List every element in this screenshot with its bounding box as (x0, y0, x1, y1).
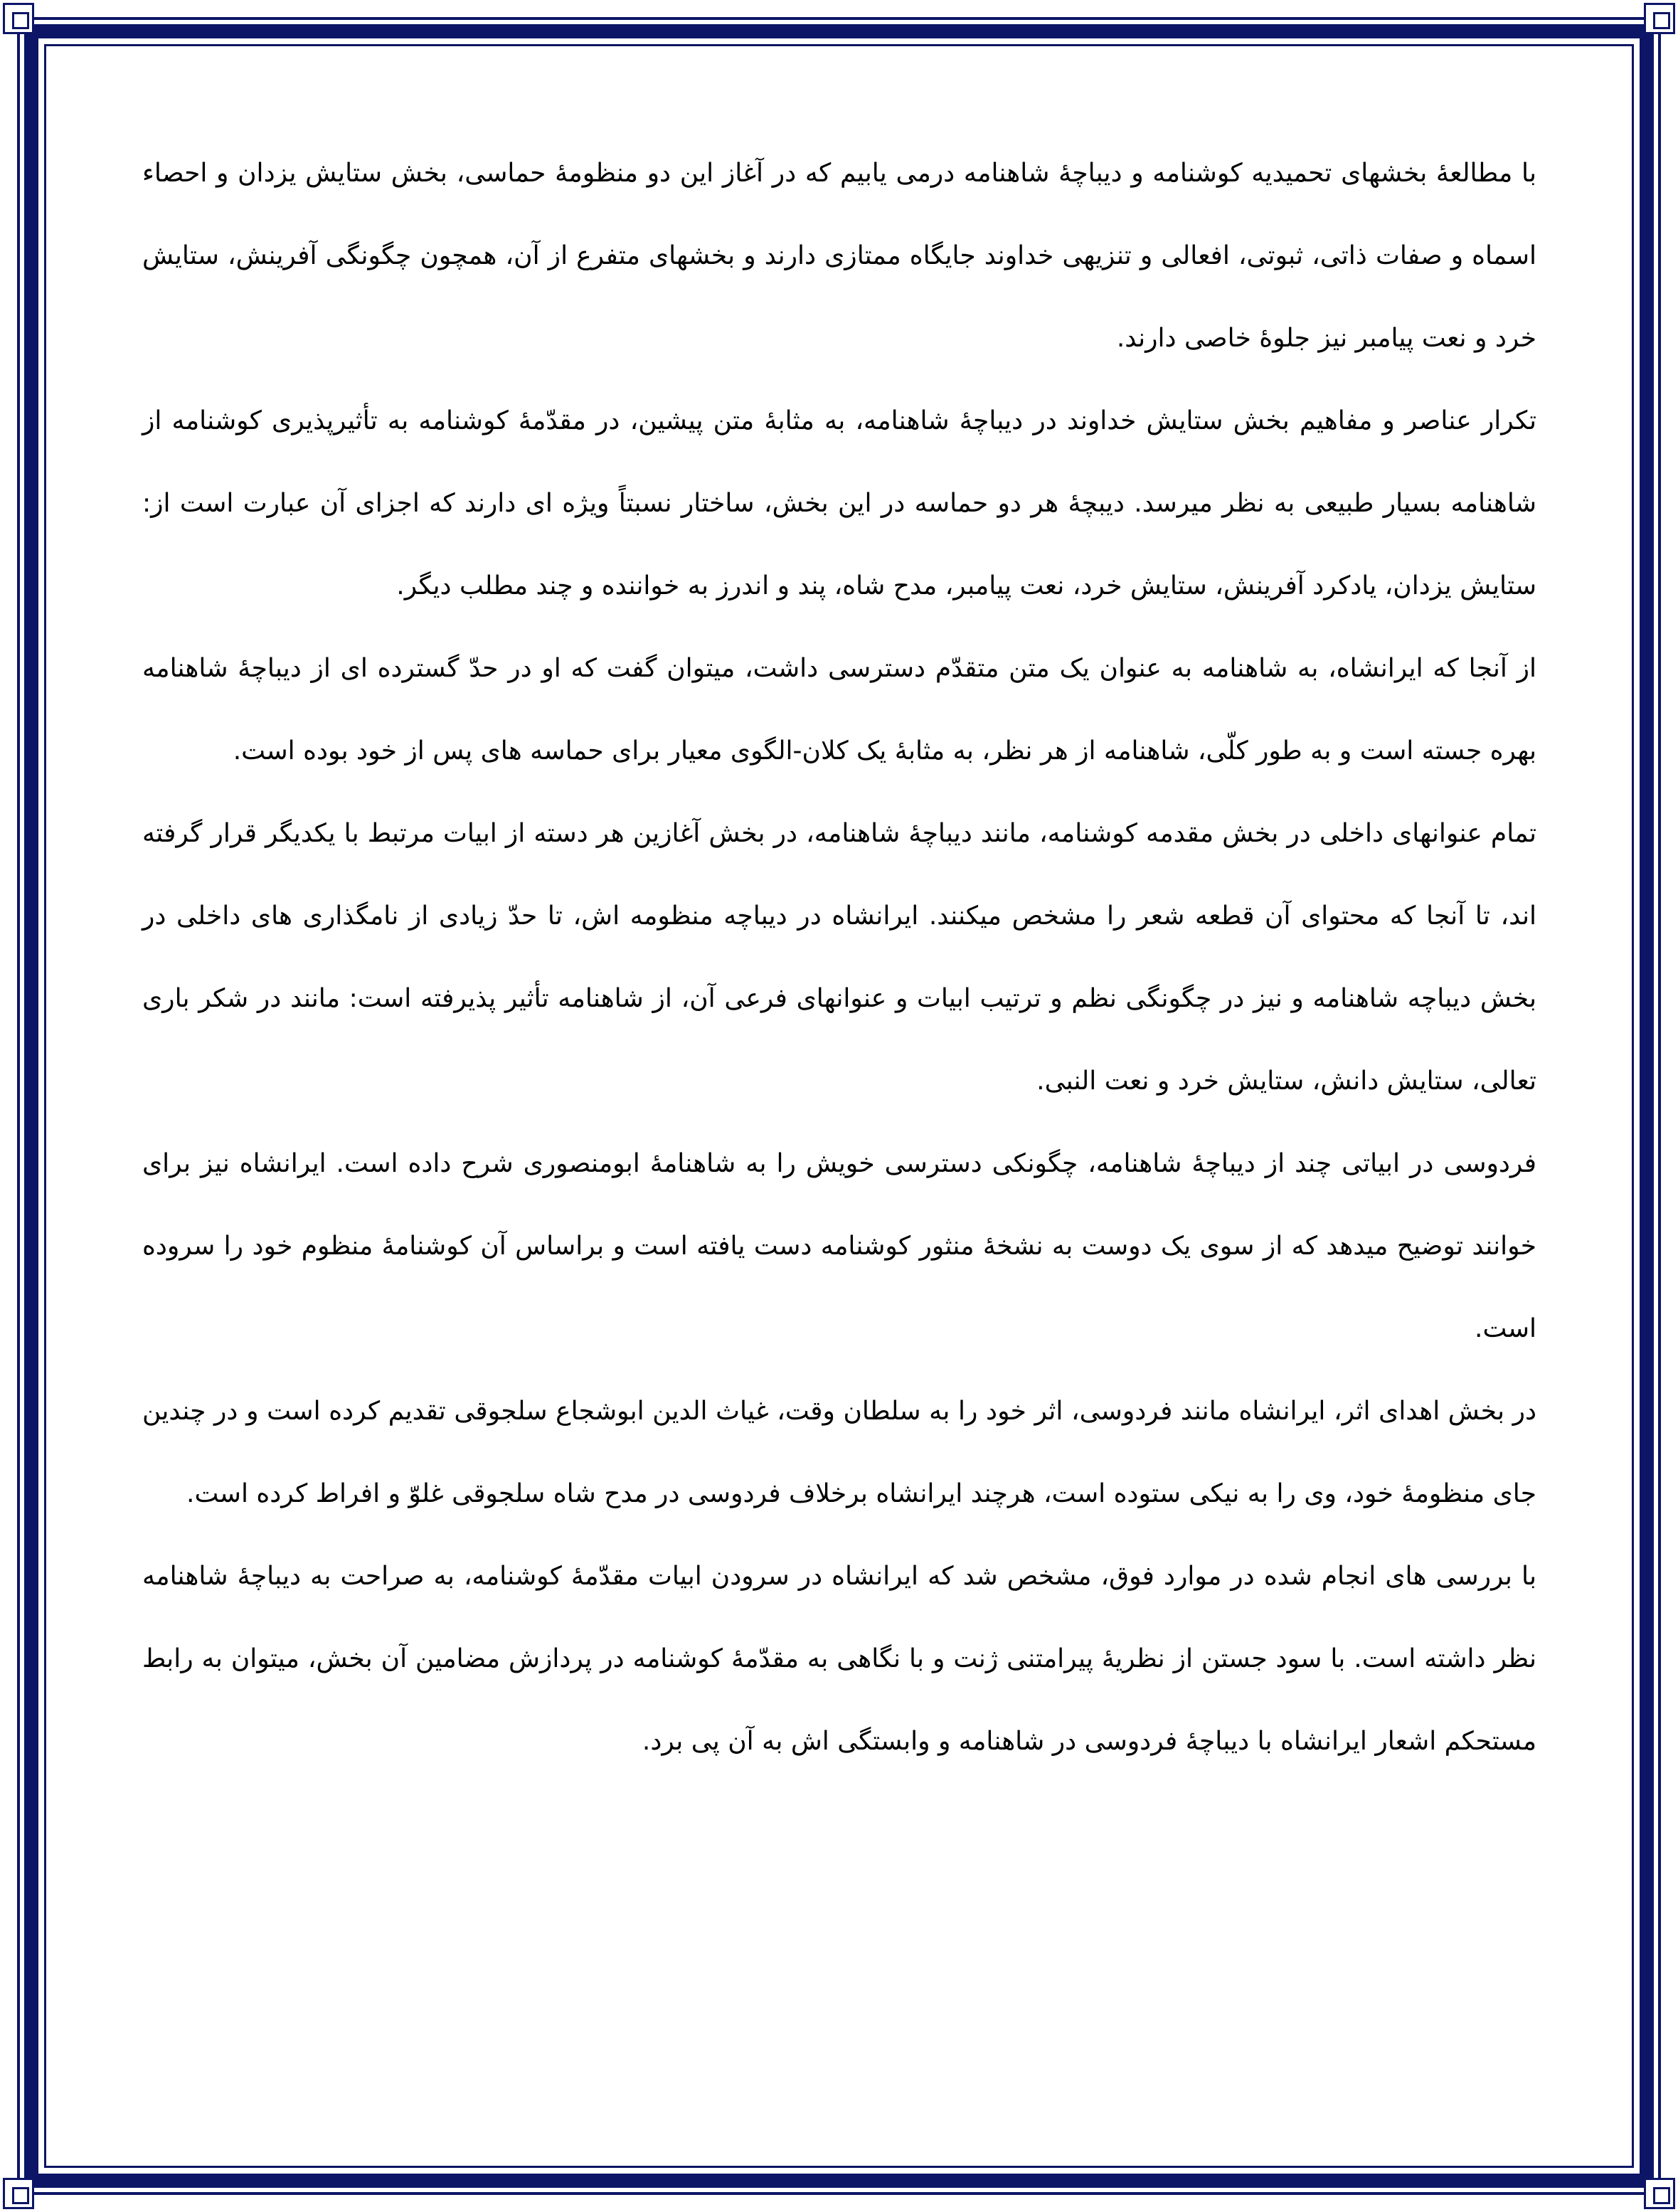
paragraph-4: تمام عنوانهای داخلی در بخش مقدمه کوشنامه، مانند دیباچۀ شاهنامه، در بخش آغازین هر دسته از ابیات مرتبط با یکدیگر قرار گرفته اند، تا آنجا که محتوای آن قطعه شعر را مشخص میکنند. ایرانشاه در دیباچه منظومه اش، تا حدّ زیادی از نامگذاری های داخلی در بخش دیباچه شاهنامه و نیز در چگونگی نظم و ترتیب ابیات و عنوانهای فرعی آن، از شاهنامه تأثیر پذیرفته است: مانند در شکر باری تعالی، ستایش دانش، ستایش خرد و نعت النبی. (142, 819, 1536, 1096)
paragraph-1: با مطالعۀ بخشهای تحمیدیه کوشنامه و دیباچۀ شاهنامه درمی یابیم که در آغاز این دو منظومۀ حماسی، بخش ستایش یزدان و احصاء اسماه و صفات ذاتی، ثبوتی، افعالی و تنزیهی خداوند جایگاه ممتازی دارند و بخشهای متفرع از آن، همچون چگونگی آفرینش، ستایش خرد و نعت پیامبر نیز جلوۀ خاصی دارند. (142, 159, 1536, 353)
paragraph-2: تکرار عناصر و مفاهیم بخش ستایش خداوند در دیباچۀ شاهنامه، به مثابۀ متن پیشین، در مقدّمۀ کوشنامه به تأثیرپذیری کوشنامه از شاهنامه بسیار طبیعی به نظر میرسد. دیبچۀ هر دو حماسه در این بخش، ساختار نسبتاً ویژه ای دارند که اجزای آن عبارت است از: ستایش یزدان، یادکرد آفرینش، ستایش خرد، نعت پیامبر، مدح شاه، پند و اندرز به خواننده و چند مطلب دیگر. (142, 406, 1536, 600)
paragraph-3: از آنجا که ایرانشاه، به شاهنامه به عنوان یک متن متقدّم دسترسی داشت، میتوان گفت که او در حدّ گسترده ای از دیباچۀ شاهنامه بهره جسته است و به طور کلّی، شاهنامه از هر نظر، به مثابۀ یک کلان-الگوی معیار برای حماسه های پس از خود بوده است. (142, 654, 1536, 766)
corner-ornament-bottom-left (3, 2178, 34, 2209)
corner-ornament-top-left (3, 3, 34, 34)
paragraph-6: در بخش اهدای اثر، ایرانشاه مانند فردوسی، اثر خود را به سلطان وقت، غیاث الدین ابوشجاع سلجوقی تقدیم کرده است و در چندین جای منظومۀ خود، وی را به نیکی ستوده است، هرچند ایرانشاه برخلاف فردوسی در مدح شاه سلجوقی غلوّ و افراط کرده است. (142, 1397, 1536, 1508)
corner-ornament-top-right (1644, 3, 1675, 34)
corner-ornament-bottom-right (1644, 2178, 1675, 2209)
paragraph-5: فردوسی در ابیاتی چند از دیباچۀ شاهنامه، چگونکی دسترسی خویش را به شاهنامۀ ابومنصوری شرح داده است. ایرانشاه نیز برای خوانند توضیح میدهد که از سوی یک دوست به نشخۀ منثور کوشنامه دست یافته است و براساس آن کوشنامۀ منظوم خود را سروده است. (142, 1149, 1536, 1343)
paragraph-7: با بررسی های انجام شده در موارد فوق، مشخص شد که ایرانشاه در سرودن ابیات مقدّمۀ کوشنامه، به صراحت به دیباچۀ شاهنامه نظر داشته است. با سود جستن از نظریۀ پیرامتنی ژنت و با نگاهی به مقدّمۀ کوشنامه در پردازش مضامین آن بخش، میتوان به رابط مستحکم اشعار ایرانشاه با دیباچۀ فردوسی در شاهنامه و وابستگی اش به آن پی برد. (142, 1562, 1536, 1756)
document-body (142, 132, 1536, 1783)
